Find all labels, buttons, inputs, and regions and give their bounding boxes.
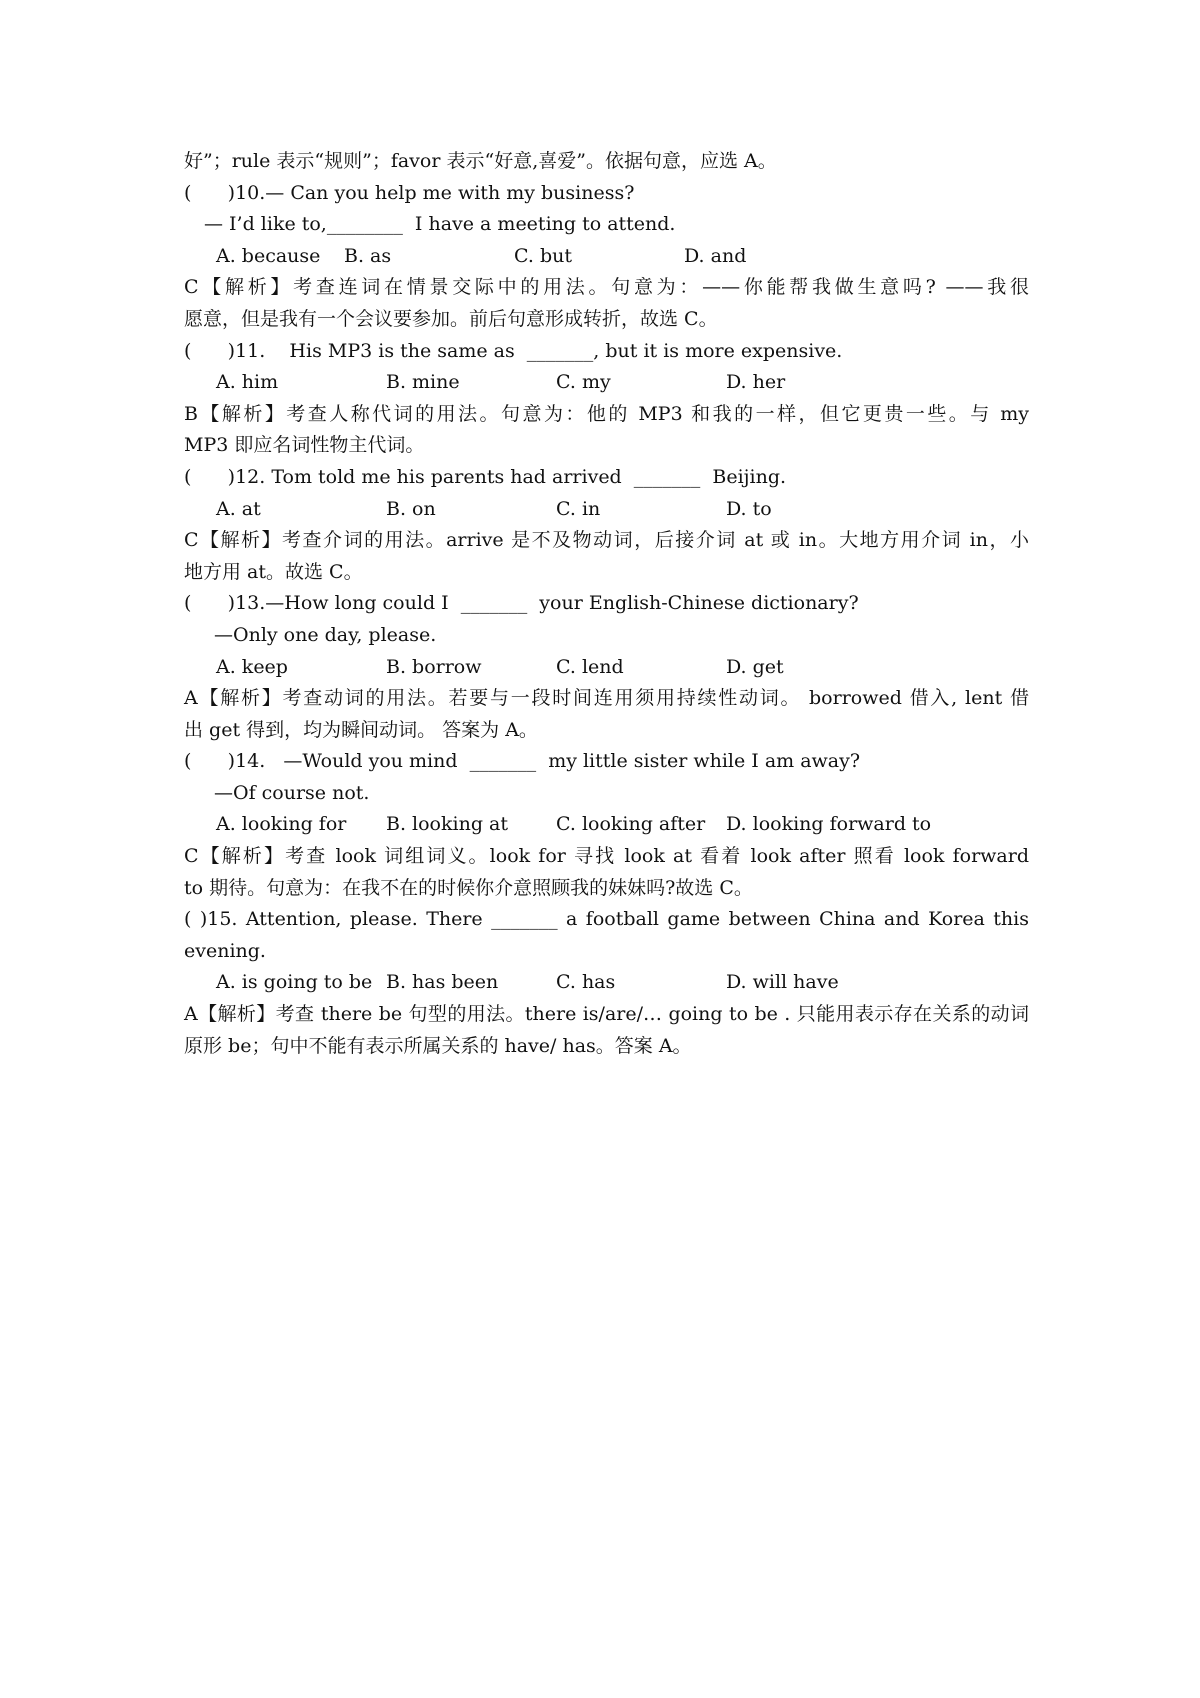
question-11-options: [184, 367, 1029, 399]
answer-10-line-2: 愿意，但是我有一个会议要参加。前后句意形成转折，故选 C。: [184, 307, 718, 330]
option-c: C. lend: [556, 655, 624, 678]
option-d: D. get: [726, 655, 784, 678]
option-a: A. looking for: [216, 813, 347, 836]
option-d: D. will have: [726, 971, 839, 994]
option-d: D. looking forward to: [726, 813, 932, 836]
answer-12-line-1: C【解析】考查介词的用法。arrive 是不及物动词，后接介词 at 或 in。大地方用介词 in，小: [184, 529, 1029, 552]
answer-11-line-1: B【解析】考查人称代词的用法。句意为：他的 MP3 和我的一样，但它更贵一些。与 my: [184, 402, 1029, 425]
answer-15-line-1: A【解析】考查 there be 句型的用法。there is/are/… going to be . 只能用表示存在关系的动词: [184, 1003, 1029, 1026]
question-15-options: [184, 967, 1029, 999]
option-b: B. mine: [386, 371, 460, 394]
question-15-cont: evening.: [184, 939, 266, 962]
question-10: ( )10.— Can you help me with my business?: [184, 181, 635, 204]
option-b: B. on: [386, 497, 436, 520]
question-15: ( )15. Attention, please. There _______ a football game between China and Korea this: [184, 908, 1029, 931]
option-a: A. because: [216, 244, 321, 267]
question-14-reply: —Of course not.: [214, 781, 370, 804]
answer-14-line-2: to 期待。句意为：在我不在的时候你介意照顾我的妹妹吗?故选 C。: [184, 876, 753, 899]
document-body: [184, 146, 1029, 1062]
option-c: C. has: [556, 971, 616, 994]
answer-13-line-1: A【解析】考查动词的用法。若要与一段时间连用须用持续性动词。 borrowed 借入, lent 借: [184, 687, 1029, 710]
option-b: B. as: [344, 244, 392, 267]
answer-11-line-2: MP3 即应名词性物主代词。: [184, 434, 425, 457]
question-12: ( )12. Tom told me his parents had arrived _______ Beijing.: [184, 465, 787, 488]
question-13: ( )13.—How long could I _______ your English-Chinese dictionary?: [184, 592, 859, 615]
question-14-options: [184, 809, 1029, 841]
option-a: A. is going to be: [216, 971, 373, 994]
question-14: ( )14. —Would you mind _______ my little sister while I am away?: [184, 750, 861, 773]
option-d: D. her: [726, 371, 786, 394]
option-a: A. at: [216, 497, 261, 520]
option-b: B. borrow: [386, 655, 482, 678]
option-c: C. looking after: [556, 813, 706, 836]
option-c: C. but: [514, 244, 572, 267]
answer-10-line-1: C【解析】考查连词在情景交际中的用法。句意为：——你能帮我做生意吗? ——我很: [184, 276, 1029, 299]
question-13-reply: —Only one day, please.: [214, 623, 437, 646]
question-10-options: [184, 241, 1029, 273]
option-c: C. in: [556, 497, 601, 520]
text-line: 好”；rule 表示“规则”；favor 表示“好意,喜爱”。依据句意，应选 A。: [184, 150, 777, 172]
question-13-options: [184, 652, 1029, 684]
option-a: A. him: [216, 371, 279, 394]
option-b: B. has been: [386, 971, 499, 994]
option-c: C. my: [556, 371, 611, 394]
option-a: A. keep: [216, 655, 288, 678]
answer-15-line-2: 原形 be；句中不能有表示所属关系的 have/ has。答案 A。: [184, 1034, 692, 1057]
answer-14-line-1: C【解析】考查 look 词组词义。look for 寻找 look at 看着 look after 照看 look forward: [184, 845, 1029, 868]
option-d: D. and: [684, 244, 747, 267]
question-11: ( )11. His MP3 is the same as _______, but it is more expensive.: [184, 339, 843, 362]
question-12-options: [184, 494, 1029, 526]
answer-13-line-2: 出 get 得到，均为瞬间动词。 答案为 A。: [184, 718, 538, 741]
question-10-reply: — I’d like to,________ I have a meeting to attend.: [204, 213, 676, 236]
answer-12-line-2: 地方用 at。故选 C。: [184, 560, 363, 583]
option-d: D. to: [726, 497, 772, 520]
option-b: B. looking at: [386, 813, 508, 836]
